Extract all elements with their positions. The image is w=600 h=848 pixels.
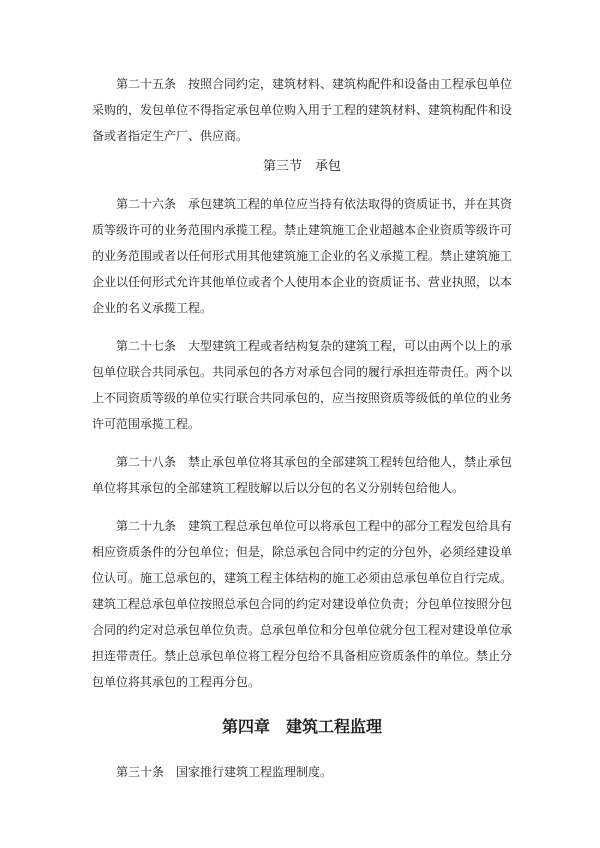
article-26-paragraph: 第二十六条 承包建筑工程的单位应当持有依法取得的资质证书，并在其资质等级许可的业务范围内承揽工程。禁止建筑施工企业超越本企业资质等级许可的业务范围或者以任何形式用其他建筑施工企业的名义承揽工程。禁止建筑施工企业以任何形式允许其他单位或者个人使用本企业的资质证书、营业执照，以本企业的名义承揽工程。 (92, 197, 513, 315)
article-28-paragraph: 第二十八条 禁止承包单位将其承包的全部建筑工程转包给他人，禁止承包单位将其承包的全部建筑工程肢解以后以分包的名义分别转包给他人。 (92, 455, 513, 495)
chapter-heading: 第四章 建筑工程监理 (221, 719, 382, 736)
article-27-paragraph: 第二十七条 大型建筑工程或者结构复杂的建筑工程，可以由两个以上的承包单位联合共同承包。共同承包的各方对承包合同的履行承担连带责任。两个以上不同资质等级的单位实行联合共同承包的，应当按照资质等级低的单位的业务许可范围承揽工程。 (92, 339, 513, 431)
section-heading: 第三节 承包 (262, 158, 341, 173)
article-29-paragraph: 第二十九条 建筑工程总承包单位可以将承包工程中的部分工程发包给具有相应资质条件的分包单位；但是，除总承包合同中约定的分包外，必须经建设单位认可。施工总承包的，建筑工程主体结构的施工必须由总承包单位自行完成。建筑工程总承包单位按照总承包合同的约定对建设单位负责；分包单位按照分包合同的约定对总承包单位负责。总承包单位和分包单位就分包工程对建设单位承担连带责任。禁止总承包单位将工程分包给不具备相应资质条件的单位。禁止分包单位将其承包的工程再分包。 (92, 519, 513, 689)
document-content (92, 71, 512, 785)
article-30-paragraph: 第三十条 国家推行建筑工程监理制度。 (116, 765, 333, 779)
article-25-paragraph: 第二十五条 按照合同约定，建筑材料、建筑构配件和设备由工程承包单位采购的，发包单位不得指定承包单位购入用于工程的建筑材料、建筑构配件和设备或者指定生产厂、供应商。 (92, 77, 513, 143)
